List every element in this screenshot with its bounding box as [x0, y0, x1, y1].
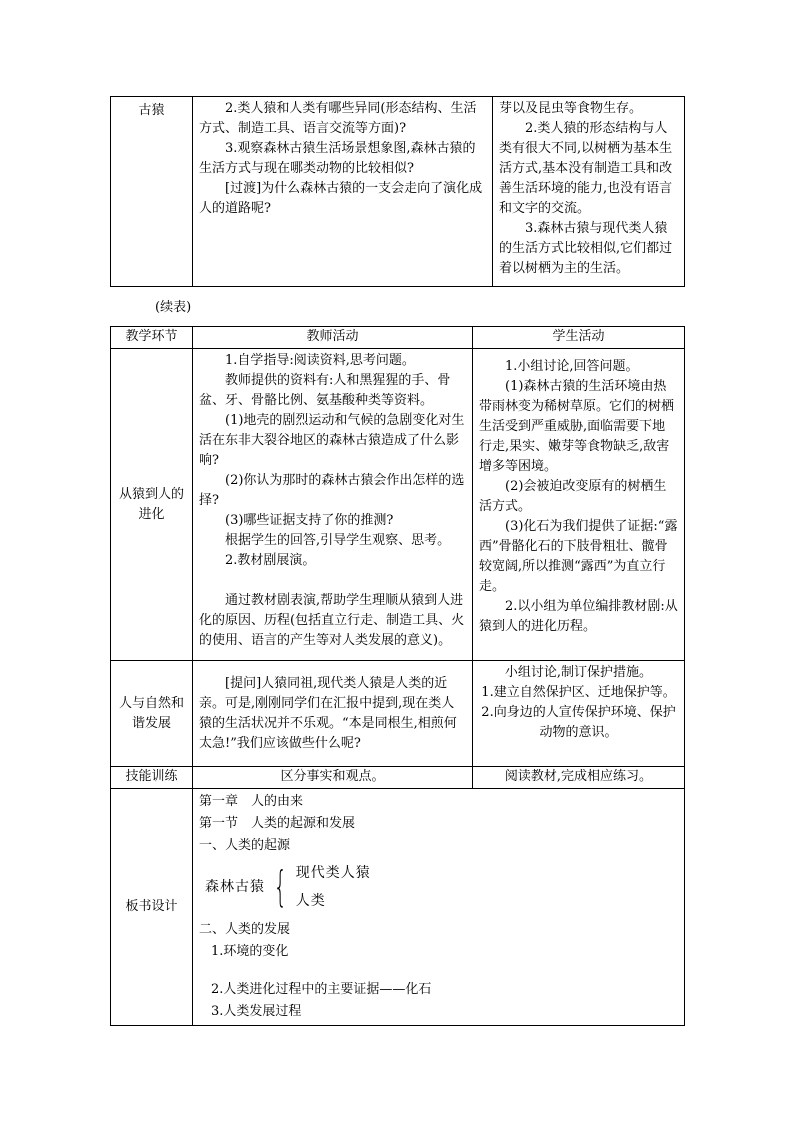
row-label-evolution: 从猿到人的进化	[111, 349, 193, 661]
student-line: 2.类人猿的形态结构与人类有很大不同,以树栖为基本生活方式,基本没有制造工具和改善生活环境的能力,也没有语言和文字的交流。	[499, 121, 673, 216]
student-line: 2.以小组为单位编排教材剧:从猿到人的进化历程。	[479, 599, 678, 634]
lesson-table	[110, 326, 685, 1026]
section-label: 古猿	[111, 97, 193, 287]
brace-icon: {	[273, 862, 288, 911]
teacher-line: 1.自学指导:阅读资料,思考问题。	[225, 353, 415, 368]
teacher-line: [提问]人猿同祖,现代类人猿是人类的近亲。可是,刚刚同学们在汇报中提到,现在类人猿的生活状况并不乐观。“本是同根生,相煎何太急!”我们应该做些什么呢?	[199, 675, 457, 751]
board-section: 第一节 人类的起源和发展	[199, 816, 356, 831]
teacher-line: 通过教材剧表演,帮助学生理顺从猿到人进化的原因、历程(包括直立行走、制造工具、火的使用、语言的产生等对人类发展的意义)。	[199, 593, 465, 648]
teacher-skills-cell: 区分事实和观点。	[193, 767, 473, 789]
header-stage: 教学环节	[111, 327, 193, 349]
board-design-cell	[193, 789, 685, 1026]
header-student: 学生活动	[473, 327, 685, 349]
teacher-line: [过渡]为什么森林古猿的一支会走向了演化成人的道路呢?	[199, 181, 483, 216]
teacher-line: 根据学生的回答,引导学生观察、思考。	[225, 533, 451, 548]
teacher-line: 2.教材剧展演。	[225, 553, 316, 568]
student-line: (3)化石为我们提供了证据:“露西”骨骼化石的下肢骨粗壮、髋骨较宽阔,所以推测“露西”为直立行走。	[479, 519, 678, 594]
row-label-skills: 技能训练	[111, 767, 193, 789]
teacher-line: 3.观察森林古猿生活场景想象图,森林古猿的生活方式与现在哪类动物的比较相似?	[199, 141, 476, 176]
board-chapter: 第一章 人的由来	[199, 794, 304, 809]
board-brace-diagram	[205, 863, 678, 911]
board-part1: 一、人类的起源	[199, 838, 291, 853]
student-line: 小组讨论,制订保护措施。	[504, 665, 653, 680]
board-item: 1.环境的变化	[211, 944, 289, 959]
top-table	[110, 96, 685, 287]
continued-label: (续表)	[155, 300, 192, 315]
student-line: 3.森林古猿与现代类人猿的生活方式比较相似,它们都过着以树栖为主的生活。	[499, 221, 673, 276]
brace-root: 森林古猿	[205, 879, 265, 895]
board-item: 2.人类进化过程中的主要证据——化石	[211, 982, 432, 997]
header-teacher: 教师活动	[193, 327, 473, 349]
student-evolution-cell	[473, 349, 685, 661]
teacher-line: 教师提供的资料有:人和黑猩猩的手、骨盆、牙、骨骼比例、氨基酸种类等资料。	[199, 373, 451, 408]
brace-item: 人类	[295, 893, 326, 909]
student-harmony-cell	[473, 661, 685, 767]
board-part2: 二、人类的发展	[199, 922, 291, 937]
student-line: 1.建立自然保护区、迁地保护等。	[481, 685, 676, 700]
board-item: 3.人类发展过程	[211, 1004, 302, 1019]
student-line: 2.向身边的人宣传保护环境、保护动物的意识。	[481, 705, 676, 740]
student-line: (2)会被迫改变原有的树栖生活方式。	[479, 479, 667, 514]
teacher-line: (2)你认为那时的森林古猿会作出怎样的选择?	[199, 473, 465, 508]
row-label-harmony: 人与自然和谐发展	[111, 661, 193, 767]
student-skills-cell: 阅读教材,完成相应练习。	[473, 767, 685, 789]
teacher-line: (1)地壳的剧烈运动和气候的急剧变化对生活在东非大裂谷地区的森林古猿造成了什么影响?	[199, 413, 465, 468]
brace-item: 现代类人猿	[295, 865, 371, 881]
row-label-board: 板书设计	[111, 789, 193, 1026]
teacher-line: 2.类人猿和人类有哪些异同(形态结构、生活方式、制造工具、语言交流等方面)?	[199, 101, 477, 136]
teacher-harmony-cell	[193, 661, 473, 767]
teacher-activity-cell	[193, 97, 493, 287]
student-line: (1)森林古猿的生活环境由热带雨林变为稀树草原。它们的树栖生活受到严重威胁,面临需要下地行走,果实、嫩芽等食物缺乏,敌害增多等困境。	[479, 379, 675, 474]
student-line: 1.小组讨论,回答问题。	[505, 359, 639, 374]
teacher-line: (3)哪些证据支持了你的推测?	[225, 513, 394, 528]
student-activity-cell	[493, 97, 685, 287]
student-line: 芽以及昆虫等食物生存。	[499, 101, 643, 116]
teacher-evolution-cell	[193, 349, 473, 661]
